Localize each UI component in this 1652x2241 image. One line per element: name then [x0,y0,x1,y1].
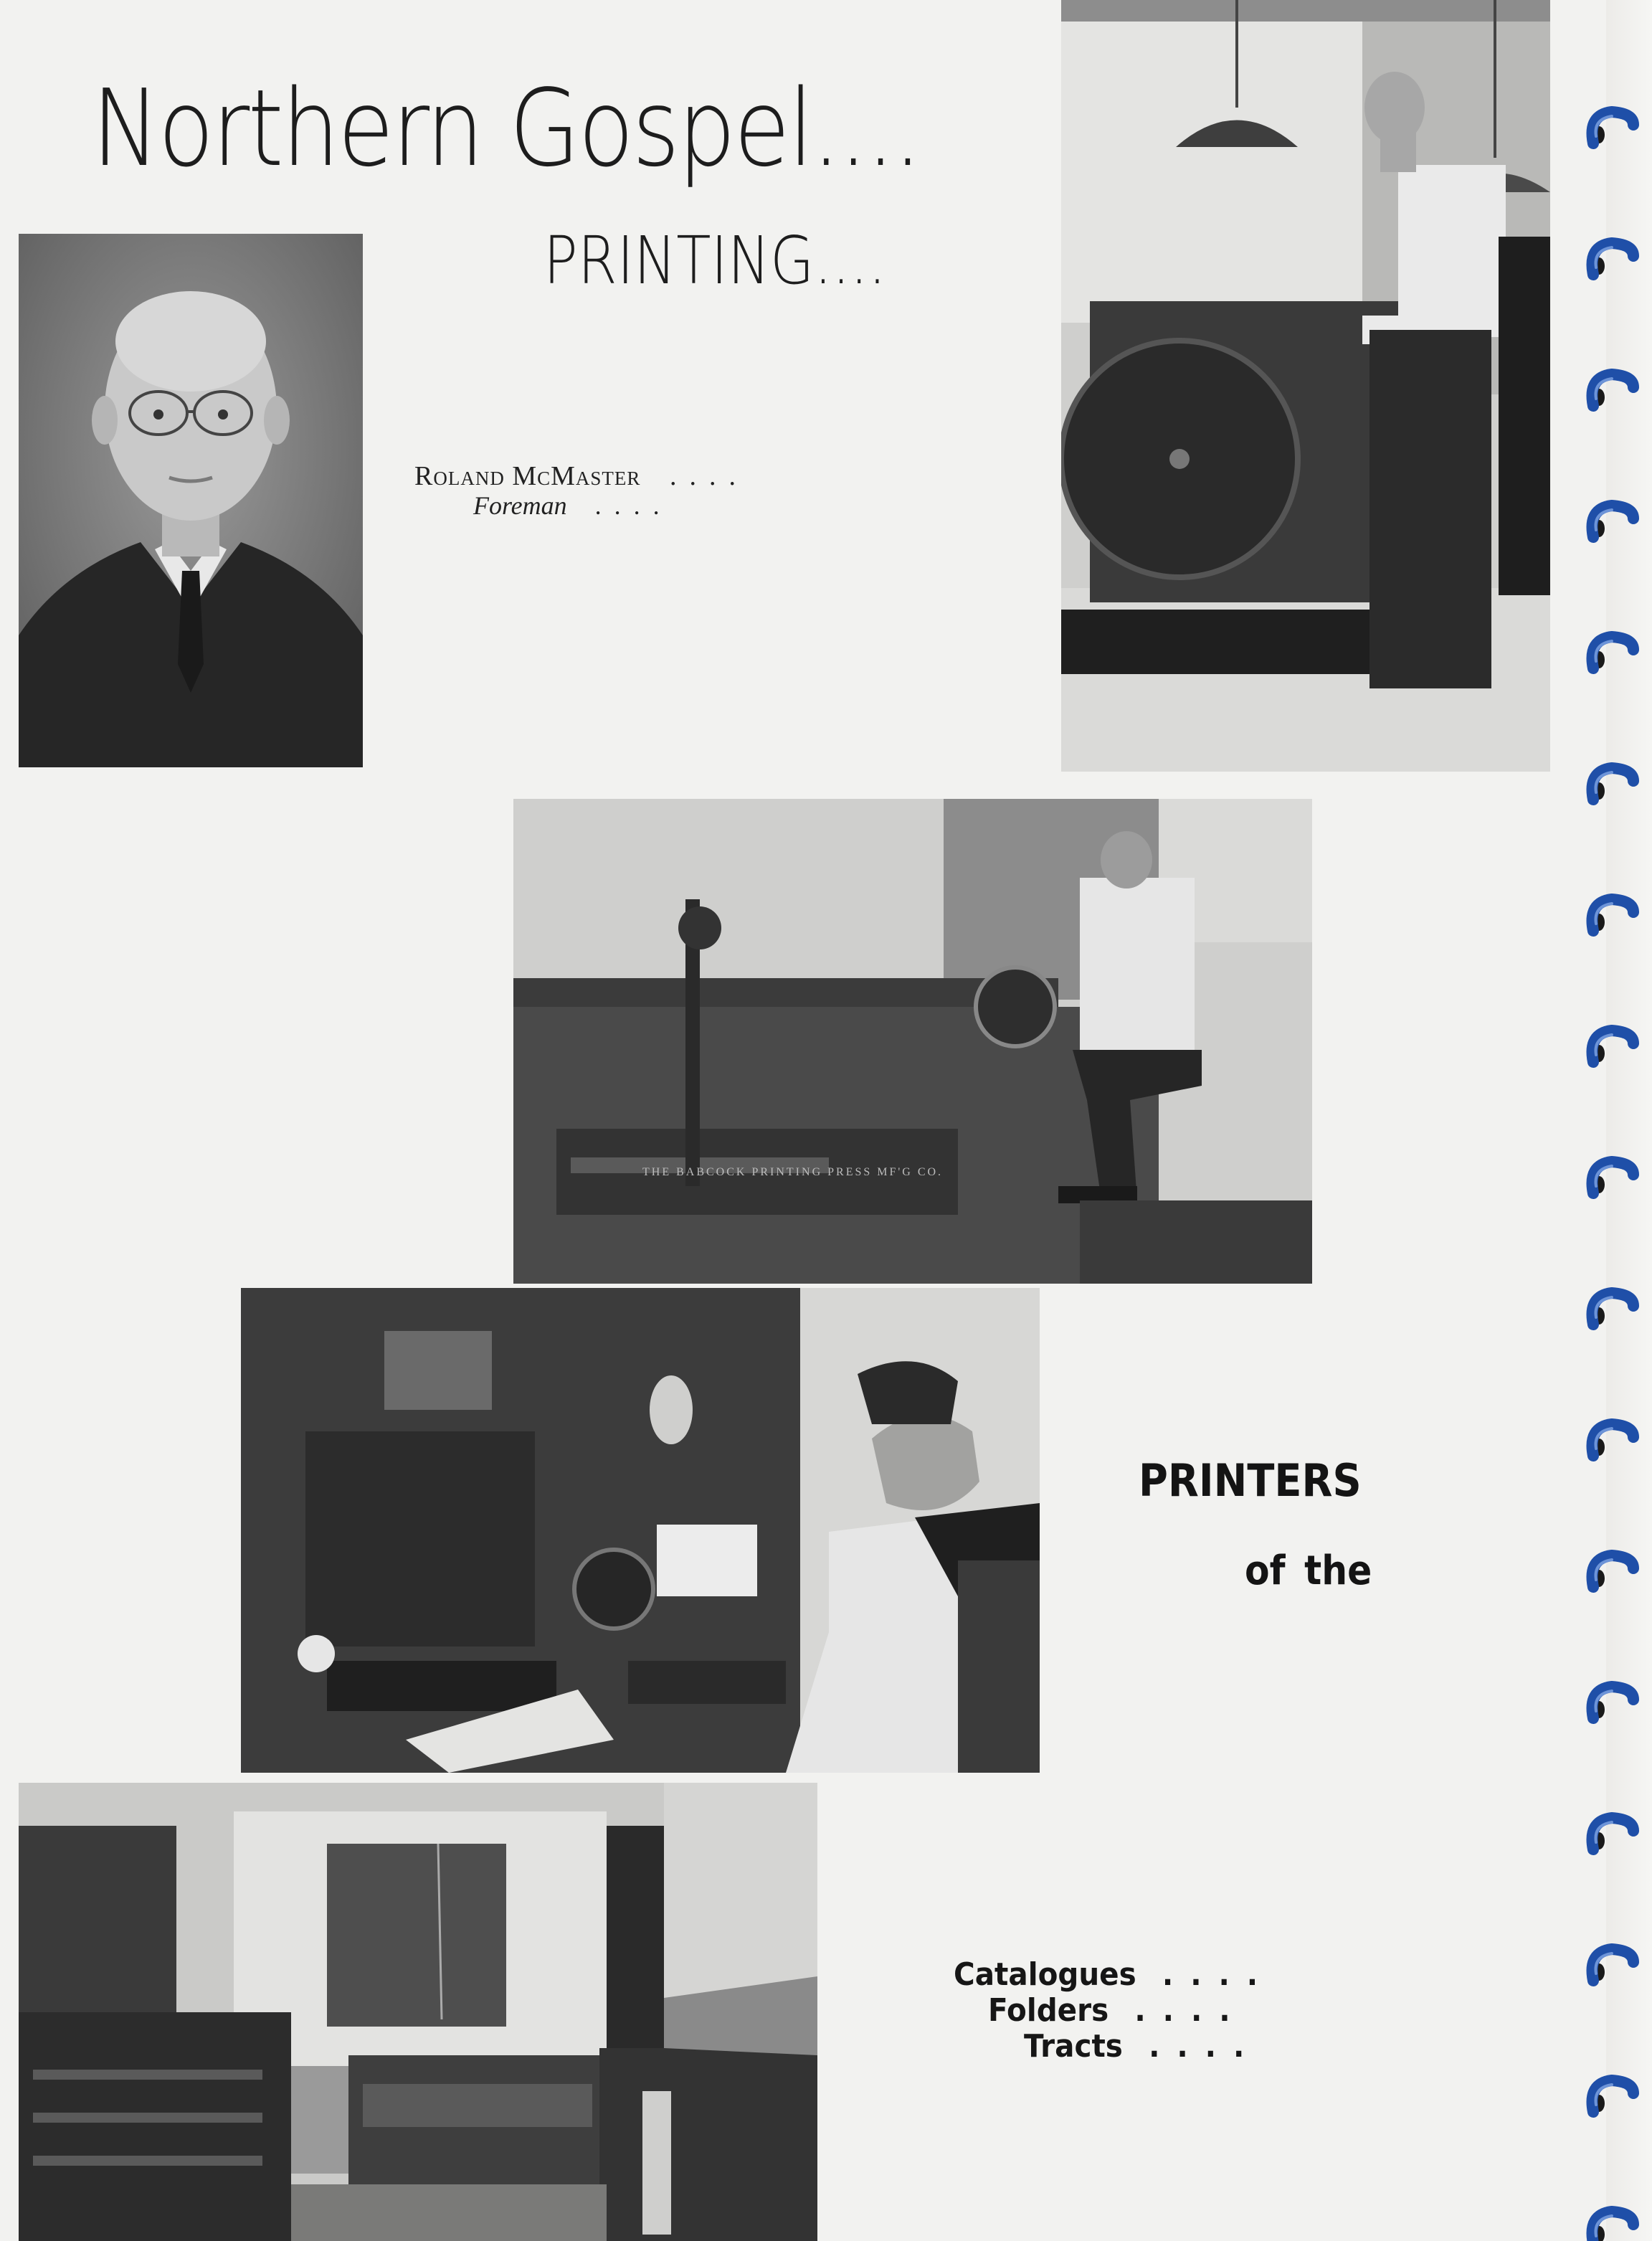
slogan-of-the: of the [1245,1548,1372,1594]
spiral-coil [1592,1818,1633,1849]
spiral-binding-icon [1583,0,1652,2241]
spiral-coil [1592,1949,1633,1981]
spiral-coil [1592,1293,1633,1325]
spiral-coil [1592,374,1633,406]
spiral-coil [1592,2212,1633,2241]
foreman-role-dots: .... [594,491,673,520]
spiral-coil [1592,243,1633,275]
product-dots: .... [1162,1956,1276,1993]
foreman-name-text: Roland McMaster [414,461,641,491]
slogan-printers: PRINTERS [1139,1454,1362,1507]
press-plate-text: THE BABCOCK PRINTING PRESS MF'G CO. [642,1166,944,1178]
foreman-role [473,491,673,521]
spiral-coil [1592,1031,1633,1062]
product-item-catalogues [954,1956,1275,1993]
linotype-operator-photo [241,1288,1040,1773]
page-title: Northern Gospel.... [92,67,921,190]
spiral-coil [1592,506,1633,537]
page-subtitle: PRINTING.... [543,222,886,299]
spiral-coil [1592,1162,1633,1193]
foreman-portrait-photo [19,234,363,767]
spiral-coil [1592,2080,1633,2112]
spiral-coil [1592,1424,1633,1456]
product-label: Catalogues [954,1956,1136,1993]
product-label: Tracts [1024,2028,1123,2065]
product-item-tracts [1024,2028,1261,2065]
product-label: Folders [988,1992,1109,2029]
spiral-coil [1592,1555,1633,1587]
linotype-image [241,1288,1040,1773]
spiral-coil [1592,112,1633,143]
portrait-image [19,234,363,767]
composing-room-image [19,1783,817,2241]
product-item-folders [988,1992,1248,2029]
platen-press-photo [1061,0,1550,772]
foreman-name [414,460,749,492]
composing-room-photo [19,1783,817,2241]
product-dots: .... [1134,1992,1248,2029]
babcock-press-image [513,799,1312,1284]
spiral-coil [1592,637,1633,668]
spiral-coil [1592,899,1633,931]
product-dots: .... [1149,2028,1262,2065]
foreman-name-dots: .... [669,461,749,491]
foreman-role-text: Foreman [473,491,567,520]
platen-press-image [1061,0,1550,772]
babcock-press-photo [513,799,1312,1284]
spiral-coil [1592,768,1633,800]
spiral-coil [1592,1687,1633,1718]
